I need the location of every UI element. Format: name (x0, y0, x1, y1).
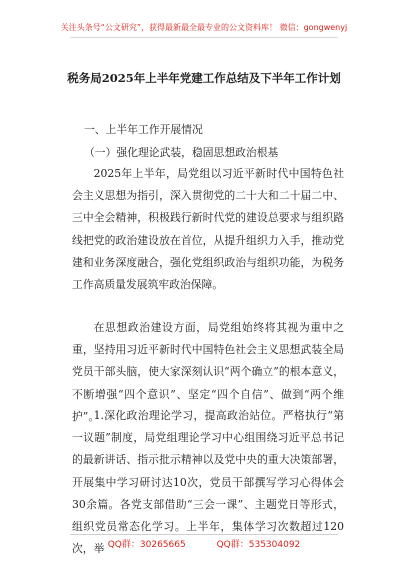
qq-group-2: QQ群：535304092 (216, 540, 301, 550)
section-heading: 一、上半年工作开展情况 (84, 123, 203, 136)
body-paragraph-3: 1.深化政治理论学习，提高政治站位。严格执行“第一议题”制度，局党组理论学习中心组围绕习近平总书记的最新讲话、指示批示精神以及党中央的重大决策部署，开展集中学习研讨达10次，党员干部撰写学习心得体会30余篇。各党支部借助“三会一课”、主题党日等形式，组织党员常态化学习。上半年，集体学习次数超过120次，举 (72, 409, 344, 556)
qq-group-1: QQ群：30265665 (107, 540, 186, 550)
promo-banner: 关注头条号“公文研究”，获得最新最全最专业的公文资料库！ 微信：gongwenyj (60, 23, 348, 32)
footer-contacts (0, 537, 408, 550)
subsection-heading: （一）强化理论武装，稳固思想政治根基 (84, 146, 279, 159)
body-paragraph-1: 2025年上半年，局党组以习近平新时代中国特色社会主义思想为指引，深入贯彻党的二十大和二十届二中、三中全会精神，积极践行新时代党的建设总要求与组织路线把党的政治建设放在首位，从提升组织力入手，推动党建和业务深度融合，强化党组织政治与组织功能，为税务工作高质量发展筑牢政治保障。 (72, 167, 344, 292)
footer-divider (70, 534, 338, 535)
header-divider (70, 37, 338, 38)
document-title: 税务局2025年上半年党建工作总结及下半年工作计划 (67, 71, 341, 85)
body-paragraph-2: 在思想政治建设方面，局党组始终将其视为重中之重，坚持用习近平新时代中国特色社会主义思想武装全局党员干部头脑，使大家深刻认识“两个确立”的根本意义，不断增强“四个意识”、坚定“四个自信”、做到“两个维护”。 (72, 321, 344, 423)
